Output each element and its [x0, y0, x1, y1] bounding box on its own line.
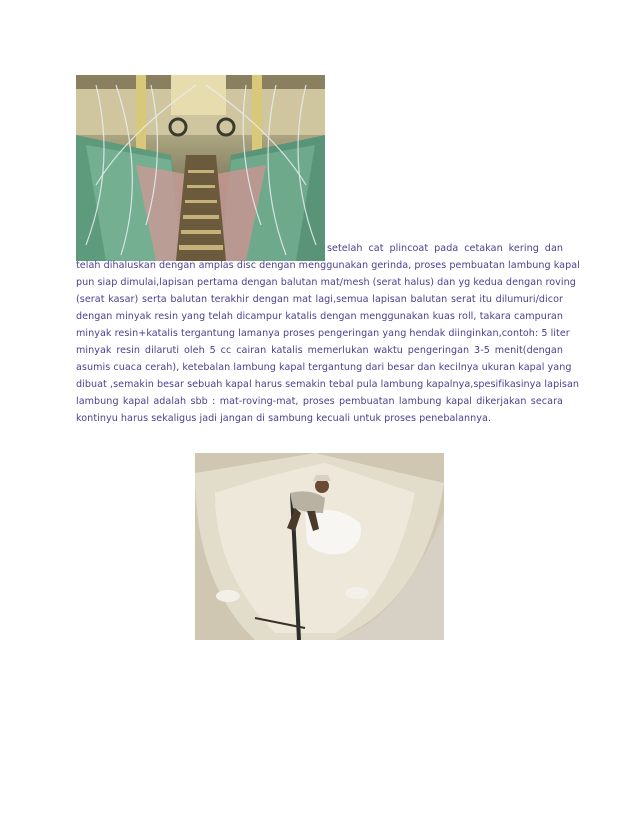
paragraph-line-5: dengan minyak resin yang telah dicampur katalis dengan menggunakan kuas roll, takara campuran	[76, 311, 563, 322]
boat-mold-photo	[76, 75, 325, 261]
hull-layup-photo	[195, 453, 444, 640]
paragraph-line-8: asumis cuaca cerah), ketebalan lambung kapal tergantung dari besar dan kecilnya ukuran kapal yang	[76, 362, 572, 373]
paragraph-line-2: telah dihaluskan dengan amplas disc dengan menggunakan gerinda, proses pembuatan lambung kapal	[76, 260, 580, 271]
paragraph-line-3: pun siap dimulai,lapisan pertama dengan balutan mat/mesh (serat halus) dan yg kedua dengan roving	[76, 277, 576, 288]
paragraph-line-4: (serat kasar) serta balutan terakhir dengan mat lagi,semua lapisan balutan serat itu dilumuri/dicor	[76, 294, 563, 305]
paragraph-line-6: minyak resin+katalis tergantung lamanya proses pengeringan yang hendak diinginkan,contoh: 5 liter	[76, 328, 570, 339]
paragraph-line-1: setelah cat plincoat pada cetakan kering dan	[327, 243, 563, 254]
paragraph-line-11: kontinyu harus sekaligus jadi jangan di sambung kecuali untuk proses penebalannya.	[76, 413, 492, 424]
hull-layup-image	[195, 453, 444, 640]
paragraph-line-7: minyak resin dilaruti oleh 5 cc cairan katalis memerlukan waktu pengeringan 3-5 menit(dengan	[76, 345, 563, 356]
paragraph-line-10: lambung kapal adalah sbb : mat-roving-mat, proses pembuatan lambung kapal dikerjakan secara	[76, 396, 563, 407]
boat-mold-image	[76, 75, 325, 261]
paragraph-line-9: dibuat ,semakin besar sebuah kapal harus semakin tebal pula lambung kapalnya,spesifikasinya lapisan	[76, 379, 580, 390]
